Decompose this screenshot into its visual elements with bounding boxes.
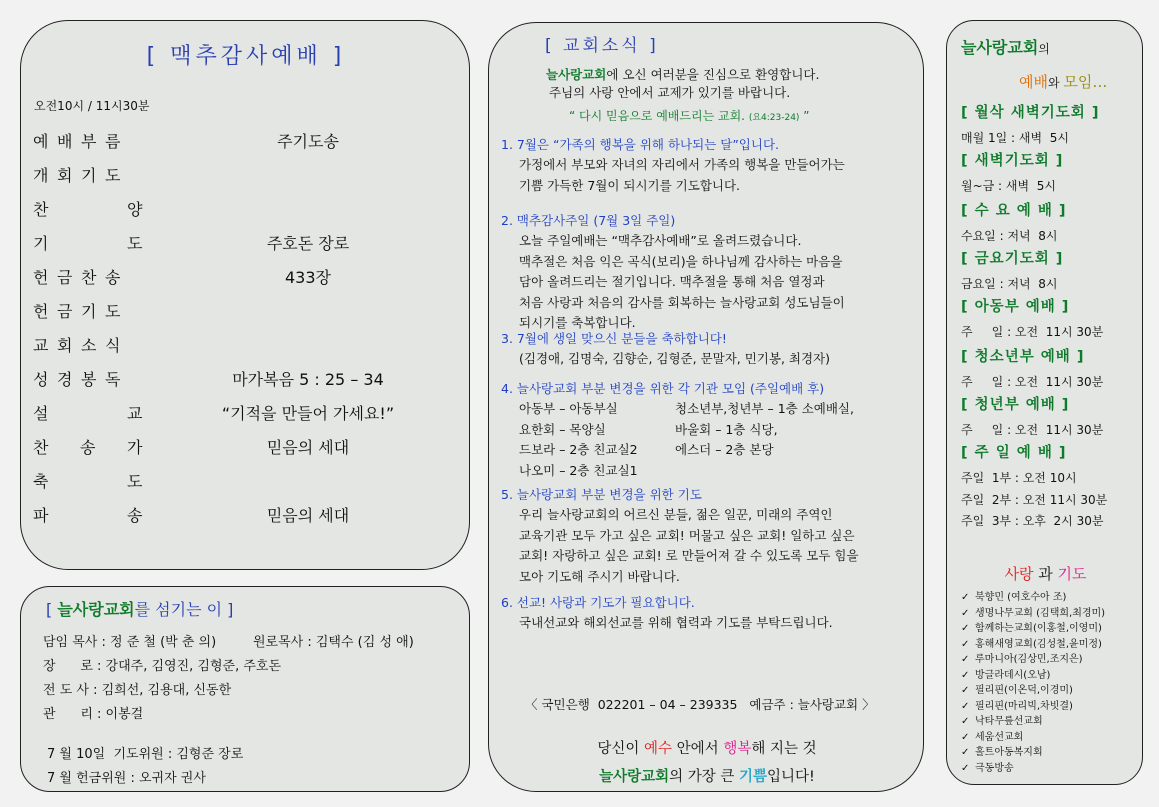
news-title: [ 교회소식 ] — [545, 36, 659, 56]
staff-title: [ 늘사랑교회를 섬기는 이 ] — [46, 600, 234, 619]
prayer-item-label: 홍해새영교회(김성철,윤미정) — [975, 638, 1102, 650]
church-staff-panel — [20, 586, 470, 792]
prayer-item — [961, 728, 1023, 743]
news-item-line: 오늘 주일예배는 “맥추감사예배”로 올려드렸습니다. — [519, 233, 802, 248]
order-row — [33, 197, 463, 225]
prayer-committee: 7 월 10일 기도위원 : 김형준 장로 — [47, 747, 244, 762]
prayer-item — [961, 697, 1073, 712]
order-label-char: 경 — [57, 370, 73, 389]
meet-title-line-2: 예배와 모임… — [1019, 73, 1108, 91]
order-label-char: 찬 — [33, 438, 49, 457]
check-icon: ✓ — [961, 747, 970, 758]
meeting-time: 월~금 : 새벽 5시 — [961, 179, 1056, 193]
order-label — [33, 333, 129, 356]
order-label — [33, 299, 129, 322]
meeting-time: 주일 2부 : 오전 11시 30분 — [961, 492, 1108, 507]
meeting-title: [ 청소년부 예배 ] — [961, 349, 1085, 365]
evangelists: 전 도 사 : 김희선, 김용대, 신동한 — [43, 683, 232, 698]
meeting-title: [ 청년부 예배 ] — [961, 397, 1070, 413]
order-label — [33, 469, 221, 492]
order-label-char: 금 — [57, 268, 73, 287]
news-item-head: 2. 맥추감사주일 (7월 3일 주일) — [501, 213, 676, 228]
news-item-head: 3. 7월에 생일 맞으신 분들을 축하합니다! — [501, 331, 727, 346]
offering-committee: 7 월 헌금위원 : 오귀자 권사 — [47, 771, 206, 786]
check-icon: ✓ — [961, 700, 970, 712]
order-label-char: 기 — [81, 166, 97, 185]
order-label-char: 송 — [105, 268, 121, 287]
news-item-head: 1. 7월은 “가족의 행복을 위해 하나되는 달”입니다. — [501, 137, 779, 152]
welcome-line-2: 주님의 사랑 안에서 교제가 있기를 바랍니다. — [549, 85, 791, 100]
manager: 관 리 : 이봉걸 — [43, 707, 144, 722]
prayer-item — [961, 650, 1083, 665]
order-label-char: 설 — [33, 404, 49, 423]
meeting-title: [ 새벽기도회 ] — [961, 153, 1064, 169]
prayer-item-label: 생명나무교회 (김택희,최경미) — [975, 607, 1106, 619]
order-row — [33, 333, 463, 361]
news-item-line: 우리 늘사랑교회의 어르신 분들, 젊은 일꾼, 미래의 주역인 — [519, 507, 833, 522]
order-label-char: 헌 — [33, 302, 49, 321]
order-row — [33, 129, 463, 157]
order-row — [33, 469, 463, 497]
prayer-item — [961, 666, 1050, 681]
order-label-char: 독 — [105, 370, 121, 389]
worship-order-panel — [20, 20, 470, 570]
meeting-title: [ 주 일 예 배 ] — [961, 445, 1067, 461]
order-value: 마가복음 5 : 25 – 34 — [232, 370, 384, 389]
church-news-panel — [488, 22, 924, 792]
order-label-char: 기 — [81, 302, 97, 321]
news-item-line: 맥추절은 처음 익은 곡식(보리)을 하나님께 감사하는 마음을 — [519, 253, 843, 269]
order-label-char: 기 — [33, 234, 49, 253]
check-icon: ✓ — [961, 685, 970, 696]
meeting-title: [ 금요기도회 ] — [961, 251, 1064, 267]
meeting-time: 수요일 : 저녁 8시 — [961, 229, 1058, 243]
prayer-title: 사랑 과 기도 — [1004, 565, 1087, 583]
check-icon: ✓ — [961, 654, 970, 665]
order-label — [33, 197, 221, 220]
order-row — [33, 231, 463, 259]
meeting-time: 주일 3부 : 오후 2시 30분 — [961, 514, 1104, 528]
prayer-item — [961, 743, 1043, 758]
news-grid-cell: 에스더 – 2층 본당 — [675, 442, 774, 457]
news-item-line: 모아 기도해 주시기 바랍니다. — [519, 568, 680, 584]
news-item-line: 되시기를 축복합니다. — [519, 315, 636, 330]
order-label-char: 찬 — [81, 268, 97, 287]
prayer-item-label: 홀트아동복지회 — [975, 747, 1043, 758]
news-item-head: 6. 선교! 사랑과 기도가 필요합니다. — [501, 595, 695, 610]
news-grid-cell: 요한회 – 목양실 — [519, 421, 606, 437]
news-grid-cell: 나오미 – 2층 친교실1 — [519, 462, 638, 478]
order-label-char: 양 — [127, 200, 143, 219]
meeting-time: 주 일 : 오전 11시 30분 — [961, 423, 1104, 437]
order-label-char: 도 — [127, 472, 143, 491]
news-grid-cell: 아동부 – 아동부실 — [519, 401, 618, 416]
order-value: 433장 — [285, 268, 331, 287]
order-row — [33, 299, 463, 327]
check-icon: ✓ — [961, 607, 970, 619]
news-item-head: 5. 늘사랑교회 부분 변경을 위한 기도 — [501, 487, 702, 502]
order-label-char: 금 — [57, 302, 73, 321]
order-label-char: 교 — [127, 404, 143, 423]
order-label-char: 가 — [127, 438, 143, 457]
order-value: 믿음의 세대 — [266, 438, 350, 457]
news-item-head: 4. 늘사랑교회 부분 변경을 위한 각 기관 모임 (주일예배 후) — [501, 381, 825, 396]
prayer-item — [961, 759, 1014, 774]
check-icon: ✓ — [961, 638, 970, 650]
church-motto: “ 다시 믿음으로 예배드리는 교회. (요4:23-24) ” — [569, 109, 810, 123]
order-row — [33, 265, 463, 293]
prayer-item-label: 루마니아(김상민,조지은) — [975, 654, 1083, 665]
news-item-line: 기쁨 가득한 7월이 되시기를 기도합니다. — [519, 177, 741, 193]
prayer-item-label: 낙타무릎선교회 — [975, 716, 1043, 727]
worship-title: [ 맥추감사예배 ] — [146, 44, 346, 69]
prayer-item-label: 함께하는교회(이홍철,이영미) — [975, 623, 1102, 634]
meeting-time: 주 일 : 오전 11시 30분 — [961, 325, 1104, 339]
news-grid-cell: 드보라 – 2층 친교실2 — [519, 442, 638, 457]
order-label-char: 예 — [33, 132, 49, 151]
worship-meetings-panel — [946, 20, 1143, 785]
prayer-item-label: 필리핀(이온덕,이경미) — [975, 685, 1073, 696]
order-label-char: 배 — [57, 132, 73, 151]
order-value: “기적을 만들어 가세요!” — [221, 404, 395, 423]
order-label-char: 회 — [57, 336, 73, 355]
bank-account: 〈 국민은행 022201 – 04 – 239335 예금주 : 늘사랑교회 〉 — [525, 697, 875, 712]
order-label — [33, 129, 129, 152]
order-label-char: 식 — [105, 336, 121, 355]
meeting-title: [ 아동부 예배 ] — [961, 299, 1070, 315]
order-label-char: 봉 — [81, 370, 97, 389]
order-label-char: 도 — [105, 302, 121, 321]
order-label — [33, 265, 129, 288]
order-value: 주호돈 장로 — [266, 234, 350, 253]
news-item-line: (김경애, 김명숙, 김향순, 김형준, 문말자, 민기봉, 최경자) — [519, 351, 831, 366]
order-label-char: 개 — [33, 166, 49, 185]
check-icon: ✓ — [961, 623, 970, 634]
senior-pastor: 담임 목사 : 정 준 철 (박 춘 의) — [43, 635, 217, 650]
elder-pastor: 원로목사 : 김택수 (김 성 애) — [253, 635, 414, 650]
order-label-char: 축 — [33, 472, 49, 491]
prayer-item — [961, 588, 1066, 603]
news-grid-cell: 바울회 – 1층 식당, — [675, 421, 778, 437]
prayer-item — [961, 712, 1043, 727]
order-label-char: 부 — [81, 132, 97, 151]
prayer-item — [961, 604, 1105, 619]
prayer-item-label: 북향민 (여호수아 조) — [975, 592, 1067, 603]
news-grid-cell: 청소년부,청년부 – 1층 소예배실, — [675, 401, 854, 416]
check-icon: ✓ — [961, 592, 970, 603]
prayer-item-label: 세움선교회 — [975, 731, 1024, 743]
prayer-item — [961, 619, 1102, 634]
order-label-char: 도 — [127, 234, 143, 253]
order-label-char: 송 — [80, 438, 96, 457]
prayer-item-label: 방글라데시(오남) — [975, 669, 1051, 681]
prayer-item — [961, 635, 1102, 650]
order-label-char: 회 — [57, 166, 73, 185]
order-label — [33, 163, 129, 186]
service-time: 오전10시 / 11시30분 — [34, 99, 150, 113]
order-label-char: 헌 — [33, 268, 49, 287]
order-label — [33, 435, 174, 458]
prayer-item — [961, 681, 1073, 696]
order-value: 믿음의 세대 — [266, 506, 350, 525]
order-row — [33, 401, 463, 429]
order-row — [33, 367, 463, 395]
meeting-time: 금요일 : 저녁 8시 — [961, 277, 1058, 291]
order-label-char: 교 — [33, 336, 49, 355]
prayer-item-label: 필리핀(마리빅,차빗결) — [975, 700, 1073, 712]
closing-line-2: 늘사랑교회의 가장 큰 기쁨입니다! — [599, 769, 815, 785]
news-item-line: 교회! 자랑하고 싶은 교회! 로 만들어져 갈 수 있도록 모두 힘을 — [519, 548, 859, 563]
meet-title-line-1: 늘사랑교회의 — [961, 38, 1050, 57]
check-icon: ✓ — [961, 762, 970, 774]
order-row — [33, 435, 463, 463]
welcome-line: 늘사랑교회에 오신 여러분을 진심으로 환영합니다. — [546, 67, 820, 82]
order-row — [33, 503, 463, 531]
meeting-title: [ 수 요 예 배 ] — [961, 203, 1067, 219]
news-item-line: 가정에서 부모와 자녀의 자리에서 가족의 행복을 만들어가는 — [519, 157, 845, 172]
order-label-char: 찬 — [33, 200, 49, 219]
meeting-time: 매월 1일 : 새벽 5시 — [961, 131, 1069, 145]
check-icon: ✓ — [961, 716, 970, 727]
meeting-time: 주일 1부 : 오전 10시 — [961, 471, 1077, 485]
news-item-line: 국내선교와 해외선교를 위해 협력과 기도를 부탁드립니다. — [519, 615, 833, 630]
order-row — [33, 163, 463, 191]
order-label-char: 도 — [105, 166, 121, 185]
check-icon: ✓ — [961, 731, 970, 743]
news-item-line: 교육기관 모두 가고 싶은 교회! 머물고 싶은 교회! 일하고 싶은 — [519, 527, 855, 543]
order-value: 주기도송 — [277, 132, 339, 151]
check-icon: ✓ — [961, 669, 970, 681]
meeting-title: [ 월삭 새벽기도회 ] — [961, 105, 1100, 121]
news-item-line: 담아 올려드리는 절기입니다. 맥추절을 통해 처음 열정과 — [519, 274, 825, 289]
meeting-time: 주 일 : 오전 11시 30분 — [961, 375, 1104, 389]
order-label-char: 송 — [127, 506, 143, 525]
order-label-char: 성 — [33, 370, 49, 389]
order-label-char: 파 — [33, 506, 49, 525]
order-label-char: 름 — [105, 132, 121, 151]
closing-line-1: 당신이 예수 안에서 행복해 지는 것 — [597, 741, 817, 757]
order-label — [33, 367, 129, 390]
news-item-line: 처음 사랑과 처음의 감사를 회복하는 늘사랑교회 성도님들이 — [519, 294, 845, 310]
prayer-item-label: 극동방송 — [975, 762, 1014, 774]
order-label-char: 소 — [81, 336, 97, 355]
elders: 장 로 : 강대주, 김영진, 김형준, 주호돈 — [43, 659, 282, 674]
